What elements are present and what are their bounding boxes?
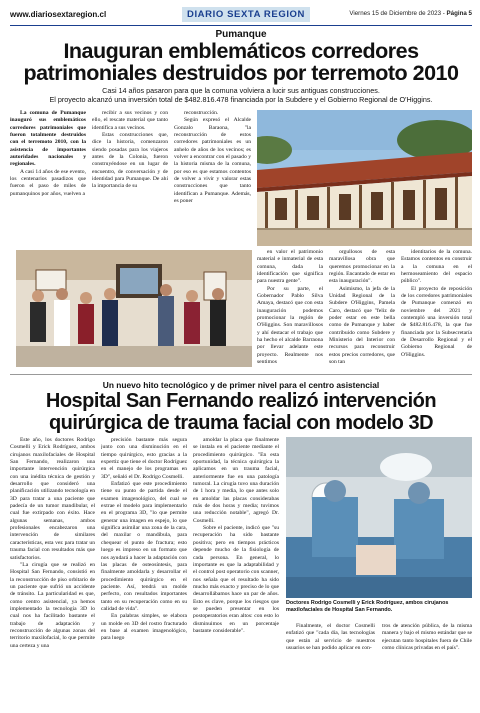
page-header (10, 6, 472, 26)
paragraph: En palabras simples, se elabora un molde en 3D del rostro fracturado en base al examen imagenológico, para luego (101, 613, 187, 642)
article2-column-1 (10, 437, 95, 707)
article2-column-4 (286, 623, 375, 707)
article2-column-2 (101, 437, 187, 707)
paragraph: amoldar la placa que finalmente se instala en el paciente mediante el procedimiento quirúrgico. "En esta oportunidad, la técnica quirúrgica la aplicamos en un trauma facial, anteriormente fue en una patología tumoral. La cirugía tuvo una duración de 1 hora y media, lo que antes solo en amoldar las placas considerabas más de dos horas y media; tuvimos una reducción notable", agregó Dr. Cosmelli. (193, 437, 279, 524)
photo-caption: Doctores Rodrigo Cosmelli y Erick Rodríguez, ambos cirujanos maxilofaciales de Hospital San Fernando. (286, 600, 449, 613)
paragraph: Según expresó el Alcalde Gonzalo Baraona, "la reconstrucción de estos corredores patrimoniales es un anhelo de años de los vecinos; es volver a encontrar con el pasado y la historia misma de la comuna, por eso es que estamos contentos de volver a vivir y valorar estas construcciones que tanto identifican a Pumanque. Además, es poner (174, 117, 251, 205)
paragraph: El proyecto de reposición de los corredores patrimoniales de Pumanque comenzó en noviembre del 2021 y contempló una inversión total de $482.816.478, la que fue financiada por la Subsecretaría de Desarrollo Regional y el Gobierno Regional de O'Higgins. (401, 285, 472, 358)
paragraph: Estas construcciones que, dice la historia, comenzaron siendo posadas para los viajeros antes de la Colonia, fueron construyéndose en un lugar de encuentro, de conversación y de identidad para Pumanque. De ahí la importancia de su (92, 132, 168, 190)
article1-headline-line1: Inauguran emblemáticos corredores (63, 39, 419, 63)
article1-column-1 (10, 110, 86, 268)
article1-deck-line2: El proyecto alcanzó una inversión total de $482.816.478 financiada por la Subdere y el Gobierno Regional de O'Higgins. (49, 95, 433, 104)
ceremony-photo (16, 250, 252, 367)
article2-headline-line2: quirúrgica de trauma facial con modelo 3D (48, 412, 434, 434)
article1-deck-line1: Casi 14 años pasaron para que la comuna volviera a lucir sus antiguas construcciones. (102, 86, 380, 95)
article1-kicker: Pumanque (215, 29, 267, 40)
corredores-photo (257, 110, 472, 246)
article1-column-4 (257, 249, 323, 369)
paragraph: en valor el patrimonio material e inmaterial de esta comuna, dada la identificación que significa para nuestra gente". (257, 249, 323, 285)
article1-column-2 (92, 110, 168, 268)
paragraph: A casi 14 años de ese evento, los centenarios pasadizos que fueron el paso de miles de pumanquinos por años, vuelven a (10, 168, 86, 197)
paragraph: tros de atención pública, de la misma manera y bajo el mismo estándar que se ejecutan tanto hospitales fuera de Chile como clínicas privadas en el país". (382, 623, 472, 652)
paragraph: Sobre el paciente, indicó que "su recuperación ha sido bastante positiva; pero en tiempos prácticos depende mucho de la fisiología de cada persona. En general, lo importante es que la adaptabilidad y el control post operatorio con scanner, nos señala que el resultado ha sido mucho más exacto y preciso de lo que desarrollábamos hace un par de años. Esto es clave, porque los riesgos que se pueden presentar en los postoperatorios eran altos: con esto lo disminuimos en un porcentaje bastante considerable". (193, 525, 279, 634)
issue-date: Viernes 15 de Diciembre de 2023 - Página 5 (349, 10, 472, 17)
site-url[interactable]: www.diariosextaregion.cl (10, 10, 107, 19)
article2-kicker: Un nuevo hito tecnológico y de primer nivel para el centro asistencial (102, 380, 380, 390)
paragraph: Este año, los doctores Rodrigo Cosmelli y Erick Rodríguez, ambos cirujanos maxilofaciales de Hospital San Fernando, realizaron una importante intervención quirúrgica con una inédita técnica de gestión y desarrollo que consideró una planificación utilizando tecnología en 3D para tratar a una paciente que padecía de un tumor mandibular, el cual fue extirpado con éxito. Hace algunas semanas, ambos profesionales encabezaron una intervención de similares características, esta vez para tratar un trauma facial con resultados más que satisfactorios. (10, 437, 95, 561)
article1-column-3 (174, 110, 251, 268)
paragraph: identitarios de la comuna. Estamos contentos en construir a la comuna en el hermoseamiento del espacio público". (401, 249, 472, 285)
paragraph: reconstrucción. (184, 110, 219, 116)
paragraph: precisión bastante más segura junto con una disminución en el tiempo quirúrgico, esto gracias a la expertiz que tiene el doctor Rodríguez en el manejo de los programas en 3D", señaló el Dr. Rodrigo Cosmelli. (101, 437, 187, 480)
paragraph: Enfatizó que este procedimiento tiene su punto de partida desde el examen imagenológico, del cual se extrae el modelo para implementarlo en el programa 3D, "lo que permite generar una imagen en espejo, lo que significa asimilar una zona de la cara, del maxilar o mandíbula, para chequear el punto de fractura; esto luego es impreso en un formato que nos ayudará a hacer la adaptación con las placas de osteosíntesis, para finalmente amoldarla y desarrollar el procedimiento quirúrgico en el paciente. Así, tendrá un molde perfecto, con resultados importantes tanto en su recuperación como en su calidad de vida". (101, 481, 187, 612)
paragraph: "La cirugía que se realizó en Hospital San Fernando, consistió en la reconstrucción de piso orbitario de un paciente que sufrió un accidente de tránsito. La particularidad es que, como centro asistencial, ya hemos implementado la tecnología 3D lo cual nos ha facilitado bastante el trabajo de adaptación y reconstrucción de algunas zonas del territorio maxilofacial, lo que permite una certeza y una (10, 561, 95, 649)
article1-column-6 (401, 249, 472, 369)
paragraph: Finalmente, el doctor Cosmelli enfatizó que "cada día, las tecnologías que están al servicio de nuestros usuarios se han podido aplicar en con- (286, 623, 375, 652)
paragraph: Asimismo, la jefa de la Unidad Regional de la Subdere O'Higgins, Pamela Caro, destacó que "feliz de poder estar en este bella como de Pumanque y haber contribuido como Subdere y Ministerio del Interior con recursos para reconstruir estos precios corredores, que son tan (329, 285, 395, 366)
ceremony-image (16, 250, 252, 367)
paragraph: La comuna de Pumanque inauguró sus emblemáticos corredores patrimoniales que fueron totalmente destruidos con el terremoto 2010, con la asistencia de importantes autoridades nacionales y regionales. (10, 110, 86, 168)
paragraph: orgullosos de esta maravillosa obra que queremos promocionar en la región. Encantado de estar en esta inauguración". (329, 249, 395, 285)
surgeons-image (286, 437, 472, 598)
article2-headline-line1: Hospital San Fernando realizó intervención (45, 390, 437, 412)
masthead: DIARIO SEXTA REGION (182, 7, 310, 22)
article1-column-5 (329, 249, 395, 369)
paragraph: recibir a sus vecinos y con ello, el rescate material que tanto identifica a sus vecinos. (92, 110, 168, 131)
paragraph: Por su parte, el Gobernador Pablo Silva Amaya, destacó que con esta inauguración podemos promocionar la región de O'Higgins. Son maravillosos y ahí destacar el trabajo que ha hecho el alcalde Barraona por llevar adelante este proyecto. Realmente nos sentimos (257, 285, 323, 366)
article1-headline-line2: patrimoniales destruidos por terremoto 2010 (23, 61, 459, 85)
building-image (257, 110, 472, 246)
section-divider (10, 374, 472, 375)
article2-column-5 (382, 623, 472, 707)
surgeons-photo (286, 437, 472, 598)
article2-column-3 (193, 437, 279, 707)
